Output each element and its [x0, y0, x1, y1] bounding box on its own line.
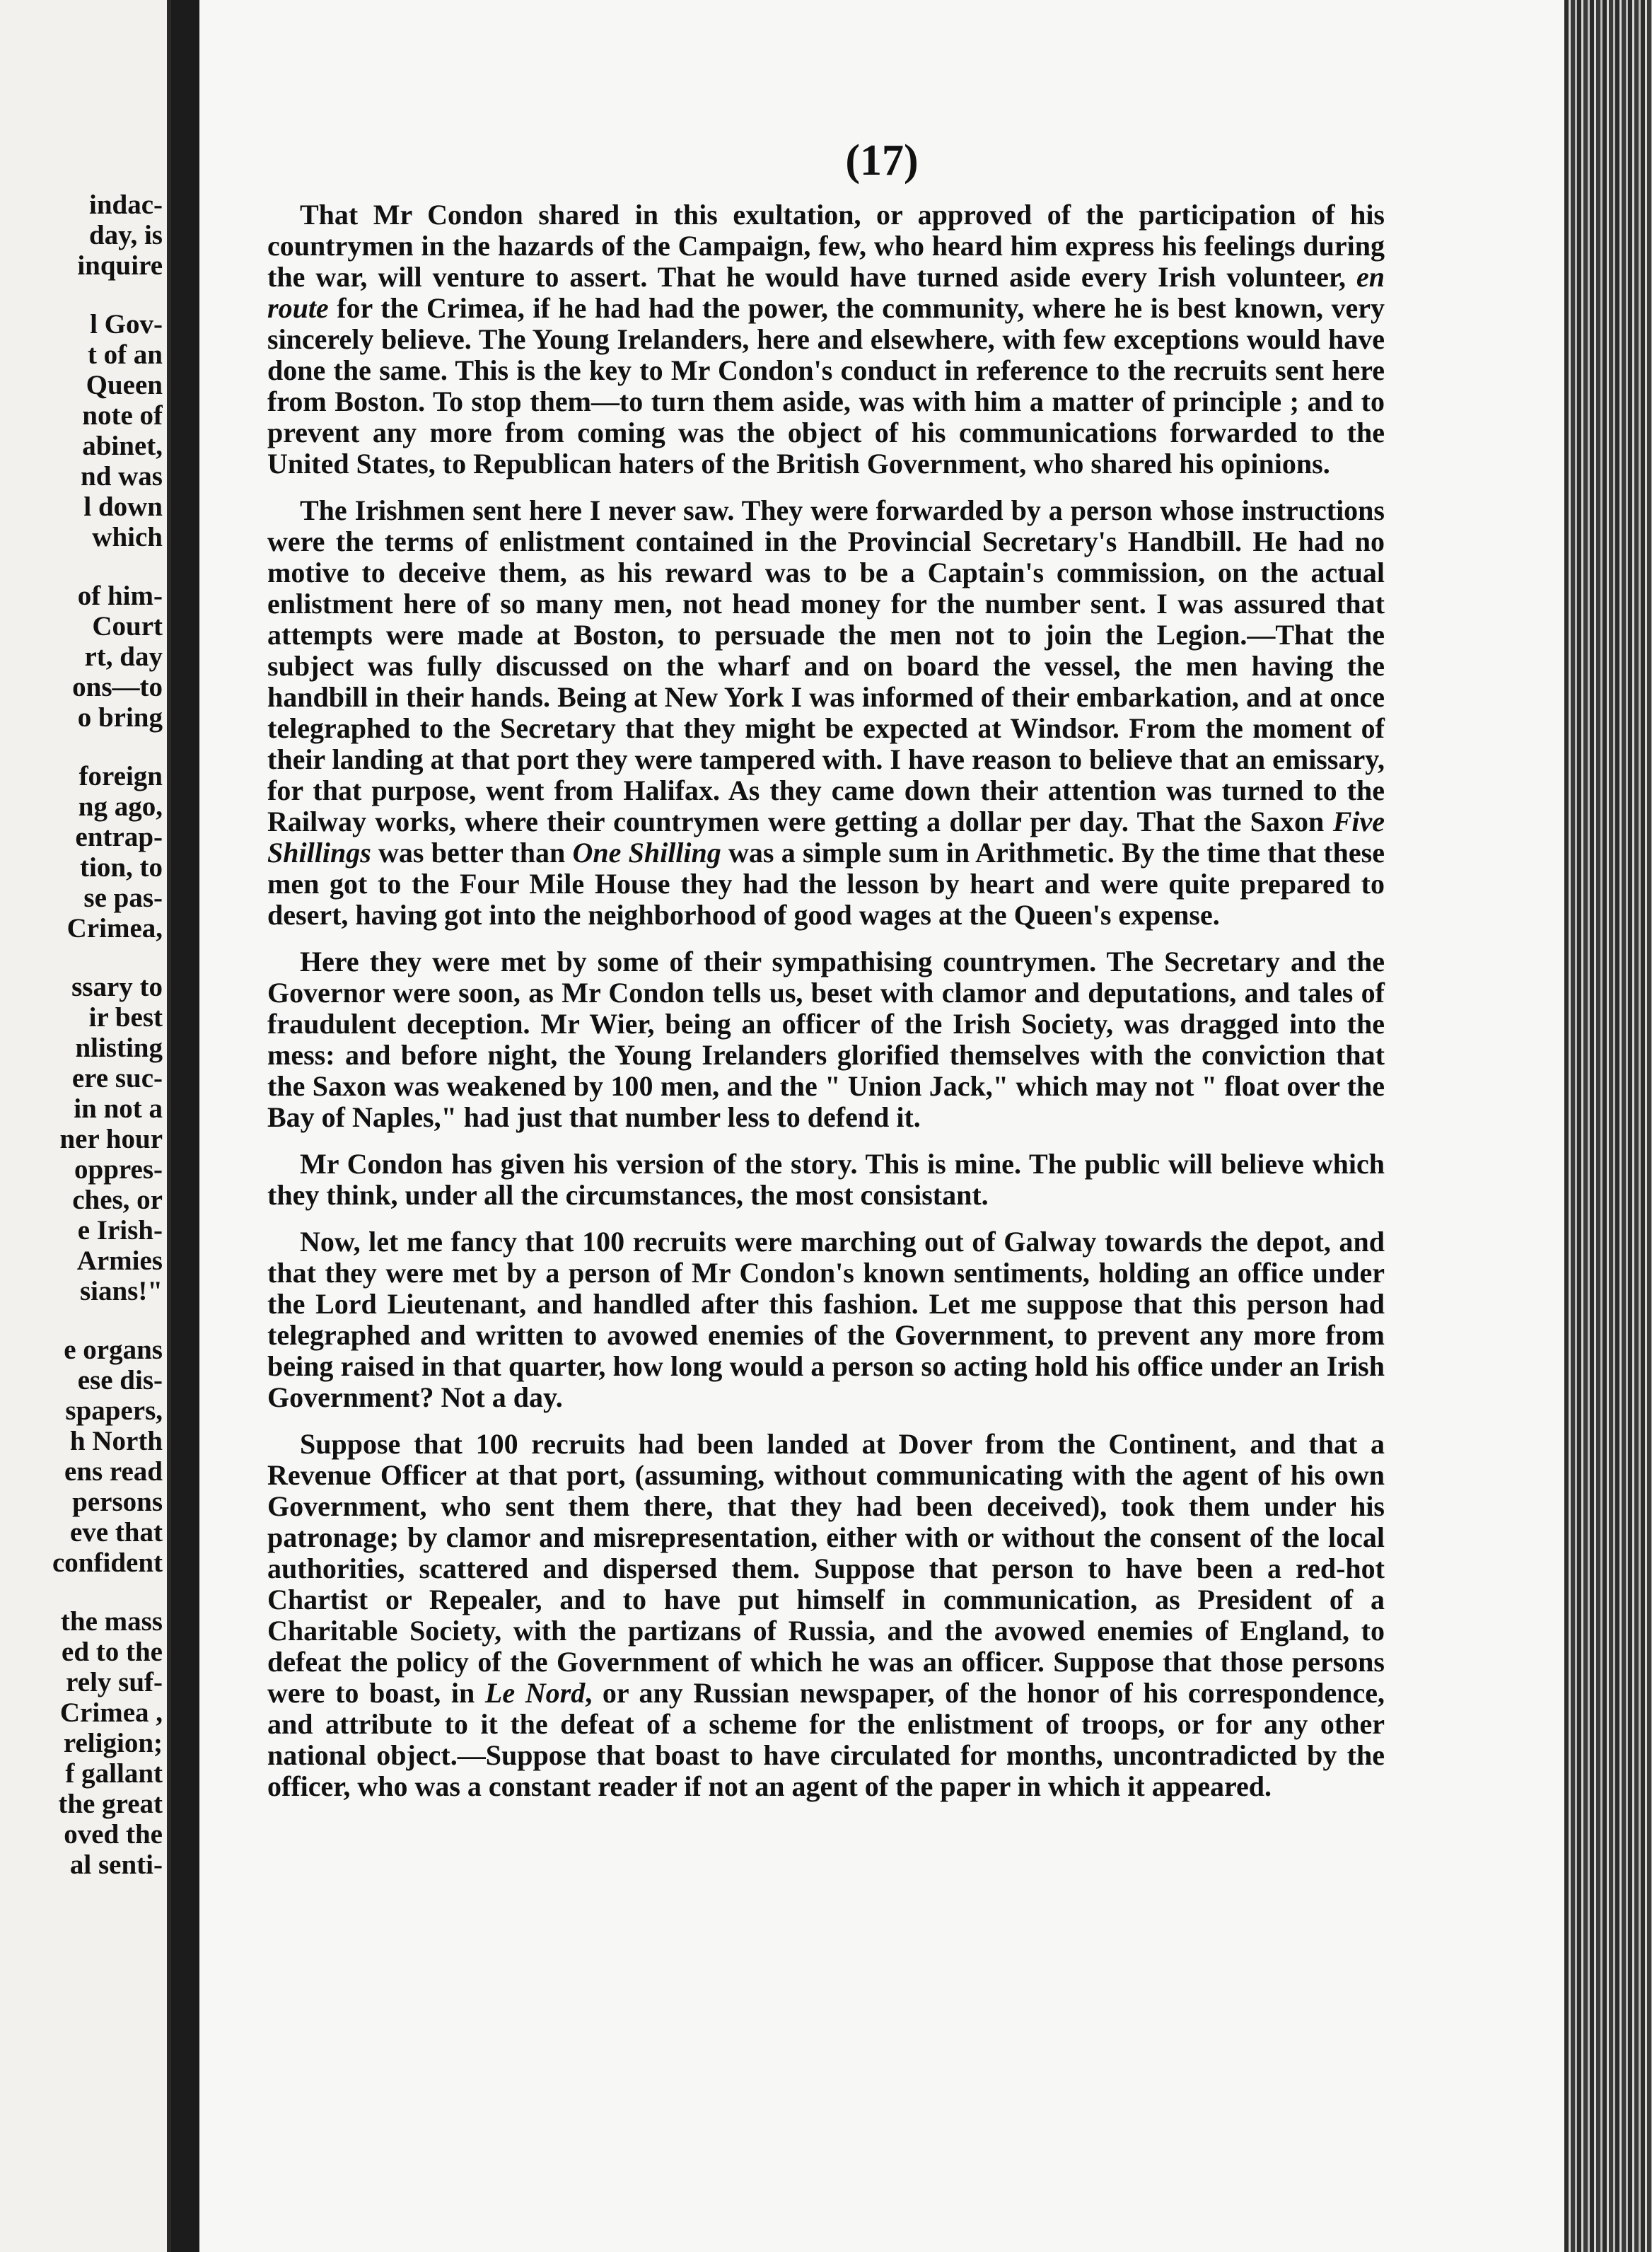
left-page-line: religion; — [63, 1728, 163, 1758]
text-run: The Irishmen sent here I never saw. They were forwarded by a person whose instructions were the terms of enlistment contained in the Provincial Secretary's Handbill. He had no motive to deceive them, as his reward was to be a Captain's commission, on the actual enlistment here of so many men, not head money for the number sent. I was assured that attempts were made at Boston, to persuade the men not to join the Legion.—That the subject was fully discussed on the wharf and on board the vessel, the men having the handbill in their hands. Being at New York I was informed of their embarkation, and at once telegraphed to the Secretary that they might be expected at Windsor. From the moment of their landing at that port they were tampered with. I have reason to believe that an emissary, for that purpose, went from Halifax. As they came down their attention was turned to the Railway works, where their countrymen were getting a dollar per day. That the Saxon — [267, 494, 1385, 837]
text-run: for the Crimea, if he had had the power, the community, where he is best known, very sincerely believe. The Young Irelanders, here and elsewhere, with few exceptions would have done the same. This is the key to Mr Condon's conduct in reference to the recruits sent here from Boston. To stop them—to turn them aside, was with him a matter of principle ; and to prevent any more from coming was the object of his communications forwarded to the United States, to Republican haters of the British Government, who shared his opinions. — [267, 292, 1385, 480]
left-page-line: inquire — [77, 250, 163, 281]
italic-text: Le Nord — [484, 1677, 586, 1709]
left-page-line: se pas- — [83, 883, 163, 913]
left-page-line: foreign — [78, 761, 163, 791]
left-page-line: Queen — [86, 370, 163, 400]
left-page-line: which — [92, 522, 163, 552]
left-page-line: e Irish- — [77, 1215, 163, 1246]
left-page-line: Armies — [76, 1246, 163, 1276]
left-page-line: nlisting — [75, 1033, 163, 1063]
page-number: (17) — [845, 137, 919, 185]
left-page-text-fragments — [0, 190, 163, 1880]
left-page-line — [0, 281, 163, 309]
left-page-line: Crimea, — [66, 913, 163, 944]
paragraph — [267, 1226, 1385, 1413]
left-page-line: rely suf- — [66, 1667, 163, 1697]
paragraph — [267, 199, 1385, 480]
page-body-text — [267, 199, 1385, 1818]
left-page-line: ens read — [64, 1456, 163, 1487]
left-page-line: al senti- — [69, 1850, 163, 1880]
left-page-line: l Gov- — [90, 309, 163, 339]
left-page-line: ner hour — [59, 1124, 163, 1154]
text-run: That Mr Condon shared in this exultation, or approved of the participation of his countrymen in the hazards of the Campaign, few, who heard him express his feelings during the war, will venture to assert. That he would have turned aside every Irish volunteer, — [267, 199, 1385, 293]
text-run: Here they were met by some of their sympathising countrymen. The Secretary and the Governor were soon, as Mr Condon tells us, beset with clamor and deputations, and tales of fraudulent deception. Mr Wier, being an officer of the Irish Society, was dragged into the mess: and before night, the Young Irelanders glorified themselves with the conviction that the Saxon was weakened by 100 men, and the " Union Jack," which may not " float over the Bay of Naples," had just that number less to defend it. — [267, 946, 1385, 1133]
left-page-line: sians!" — [79, 1276, 163, 1306]
left-page-line: entrap- — [75, 822, 163, 852]
left-page-line: ese dis- — [77, 1365, 163, 1395]
left-page-line: ed to the — [62, 1637, 163, 1667]
page-edges-stack — [1564, 0, 1652, 2252]
text-run: Suppose that 100 recruits had been landed at Dover from the Continent, and that a Revenue Officer at that port, (assuming, without communicating with the agent of his own Government, who sent them there, that they had been deceived), took them under his patronage; by clamor and misrepresentation, either with or without the consent of the local authorities, scattered and dispersed them. Suppose that person to have been a red-hot Chartist or Repealer, and to have put himself in communication, as President of a Charitable Society, with the partizans of Russia, and the avowed enemies of England, to defeat the policy of the Government of which he was an officer. Suppose that those persons were to boast, in — [267, 1428, 1385, 1709]
left-page-line: ches, or — [72, 1185, 163, 1215]
left-page-line: day, is — [88, 220, 163, 250]
left-page-line: spapers, — [65, 1395, 163, 1426]
left-page-line: oppres- — [74, 1154, 163, 1185]
left-page-line: o bring — [77, 702, 163, 733]
left-page-line: the great — [58, 1789, 163, 1819]
left-page-line: ir best — [88, 1002, 163, 1033]
left-page-line: h North — [69, 1426, 163, 1456]
left-page-line: eve that — [69, 1517, 163, 1548]
italic-text: Five Shillings — [267, 806, 1385, 869]
left-page-line: rt, day — [84, 642, 163, 672]
left-page-line: persons — [72, 1487, 163, 1517]
text-run: was better than — [371, 837, 573, 869]
left-page-line: t of an — [87, 339, 163, 370]
italic-text: One Shilling — [572, 837, 721, 869]
left-facing-page — [0, 0, 171, 2252]
left-page-line — [0, 1578, 163, 1606]
paragraph — [267, 946, 1385, 1133]
left-page-line: of him- — [77, 581, 163, 611]
left-page-line: indac- — [88, 190, 163, 220]
left-page-line — [0, 733, 163, 761]
left-page-line: ons—to — [72, 672, 163, 702]
left-page-line: Crimea , — [59, 1697, 163, 1728]
left-page-line: f gallant — [65, 1758, 163, 1789]
left-page-line: ssary to — [71, 972, 163, 1002]
text-run: , or any Russian newspaper, of the honor of his correspondence, and attribute to it the defeat of a scheme for the enlistment of troops, or for any other national object.—Suppose that boast to have circulated for months, uncontradicted by the officer, who was a constant reader if not an agent of the paper in which it appeared. — [267, 1677, 1385, 1802]
paragraph — [267, 1429, 1385, 1802]
left-page-line: oved the — [64, 1819, 163, 1850]
text-run: was a simple sum in Arithmetic. By the time that these men got to the Four Mile House they had the lesson by heart and were quite prepared to desert, having got into the neighborhood of good wages at the Queen's expense. — [267, 837, 1385, 931]
left-page-line: Court — [92, 611, 163, 642]
left-page-line: note of — [82, 400, 163, 431]
left-page-line: tion, to — [80, 852, 163, 883]
left-page-line — [0, 1306, 163, 1335]
left-page-line: ng ago, — [78, 791, 163, 822]
left-page-line: nd was — [81, 461, 163, 492]
left-page-line: the mass — [60, 1606, 163, 1637]
left-page-line — [0, 944, 163, 972]
text-run: Mr Condon has given his version of the story. This is mine. The public will believe which they think, under all the circumstances, the most consistant. — [267, 1148, 1385, 1211]
left-page-line: abinet, — [82, 431, 163, 461]
left-page-line: ere suc- — [71, 1063, 163, 1093]
paragraph — [267, 1149, 1385, 1211]
left-page-line: confident — [52, 1548, 163, 1578]
book-page — [199, 0, 1564, 2252]
left-page-line: in not a — [74, 1093, 163, 1124]
left-page-line: l down — [83, 492, 163, 522]
text-run: Now, let me fancy that 100 recruits were marching out of Galway towards the depot, and that they were met by a person of Mr Condon's known sentiments, holding an office under the Lord Lieutenant, and handled after this fashion. Let me suppose that this person had telegraphed and written to avowed enemies of the Government, to prevent any more from being raised in that quarter, how long would a person so acting hold his office under an Irish Government? Not a day. — [267, 1226, 1385, 1413]
italic-text: en route — [267, 261, 1385, 324]
paragraph — [267, 495, 1385, 931]
left-page-line: e organs — [64, 1335, 163, 1365]
left-page-line — [0, 552, 163, 581]
